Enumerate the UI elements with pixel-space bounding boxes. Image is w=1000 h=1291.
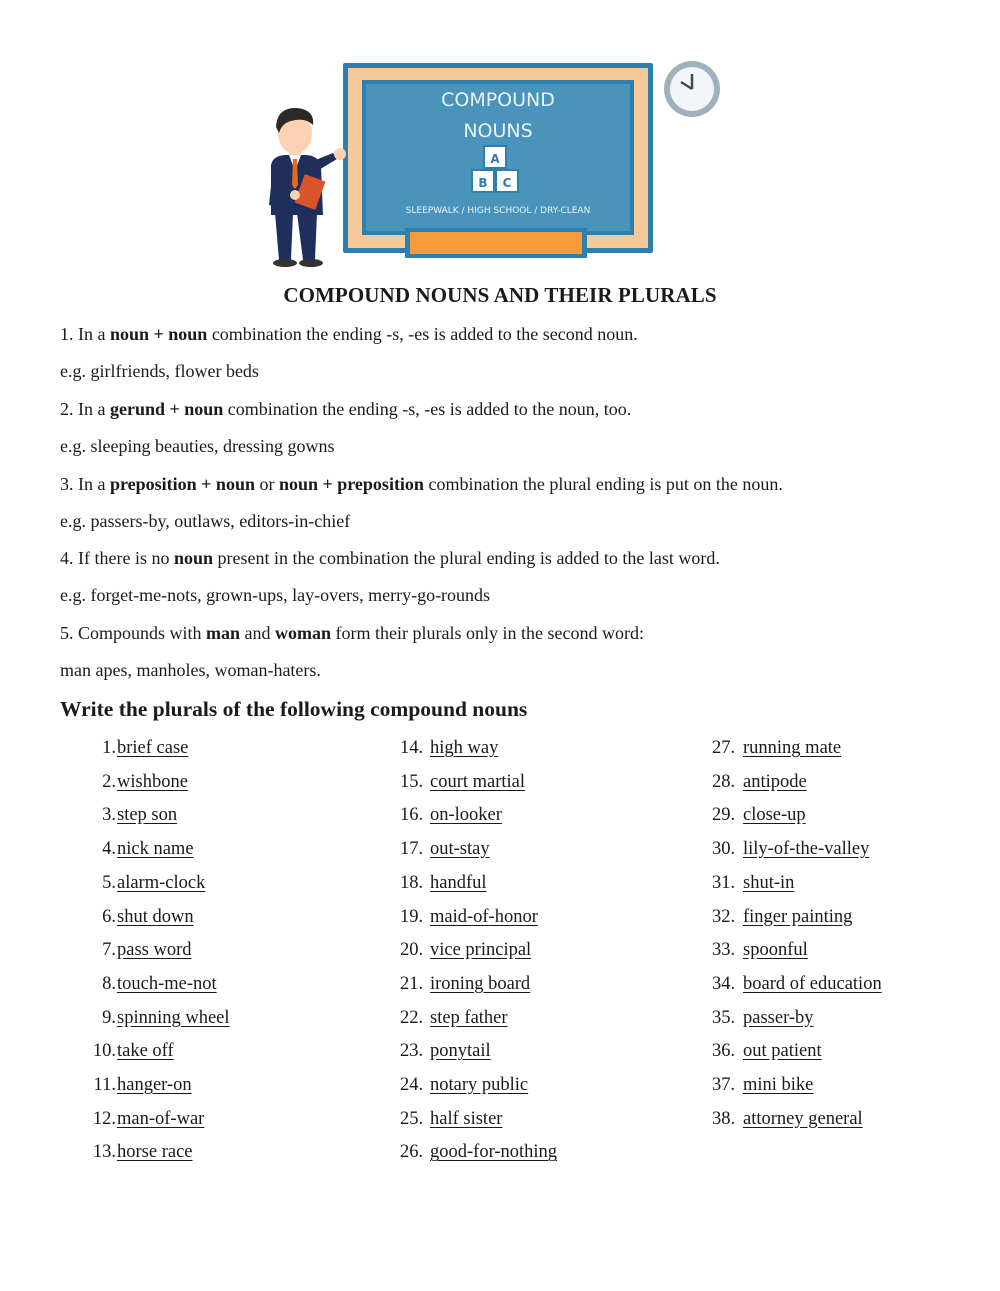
- list-item: [117, 974, 217, 995]
- block-letter-c: C: [502, 176, 512, 190]
- word-number: 37.: [712, 1075, 736, 1095]
- rule-1-number: 1.: [60, 324, 74, 344]
- compound-noun-word: finger painting: [743, 906, 853, 927]
- compound-noun-word: half sister: [430, 1108, 503, 1129]
- word-number: 20.: [400, 940, 424, 961]
- list-item: [430, 974, 530, 995]
- list-item: [117, 1142, 193, 1163]
- word-number: 36.: [712, 1041, 736, 1062]
- list-item: [117, 738, 188, 759]
- word-number: 35.: [712, 1007, 736, 1028]
- list-item: [743, 772, 807, 793]
- compound-noun-word: alarm-clock: [117, 872, 206, 893]
- rule-3-bold-a: preposition + noun: [109, 474, 255, 494]
- word-number: 38.: [712, 1108, 736, 1129]
- word-number: 6.: [102, 906, 116, 927]
- rule-3-text-c: combination the plural ending is put on the noun.: [423, 474, 783, 494]
- rule-4-example: e.g. forget-me-nots, grown-ups, lay-overs, merry-go-rounds: [60, 585, 491, 605]
- rule-5-number: 5.: [60, 623, 74, 643]
- compound-noun-word: maid-of-honor: [430, 906, 538, 927]
- list-item: [743, 805, 806, 826]
- list-item: [743, 974, 882, 995]
- word-number: 7.: [102, 940, 116, 961]
- block-letter-b: B: [478, 176, 488, 190]
- word-number: 21.: [400, 973, 424, 994]
- exercise-heading: Write the plurals of the following compound nouns: [60, 697, 528, 721]
- list-item: [743, 907, 852, 928]
- word-number: 27.: [712, 738, 736, 758]
- chalkboard: [343, 63, 653, 258]
- rule-4-text-b: present in the combination the plural ending is added to the last word.: [213, 548, 720, 568]
- list-item: [430, 805, 502, 826]
- list-item: [117, 1109, 204, 1130]
- rule-5-text-a: Compounds with: [73, 623, 207, 643]
- rule-2-number: 2.: [60, 399, 74, 419]
- compound-noun-word: close-up: [743, 805, 806, 826]
- word-number: 5.: [102, 872, 116, 893]
- compound-noun-word: pass word: [117, 940, 192, 961]
- compound-noun-word: on-looker: [430, 805, 502, 826]
- word-number: 17.: [400, 839, 424, 860]
- list-item: [743, 1008, 814, 1029]
- compound-noun-word: take off: [117, 1041, 174, 1062]
- word-number: 29.: [712, 805, 736, 826]
- rule-3-example: e.g. passers-by, outlaws, editors-in-chief: [60, 511, 351, 531]
- board-title-line1: COMPOUND: [441, 89, 555, 111]
- word-number: 14.: [400, 738, 424, 758]
- list-item: [430, 839, 490, 860]
- list-item: [430, 1142, 557, 1163]
- word-number: 30.: [712, 839, 736, 860]
- word-number: 31.: [712, 872, 736, 893]
- list-item: [743, 738, 841, 759]
- list-item: [117, 839, 194, 860]
- board-examples: SLEEPWALK / HIGH SCHOOL / DRY-CLEAN: [405, 206, 591, 216]
- list-item: [743, 1075, 813, 1096]
- list-item: [117, 1041, 174, 1062]
- compound-noun-word: attorney general: [743, 1108, 863, 1129]
- rule-5-bold-b: woman: [275, 623, 332, 643]
- clock-icon: [664, 61, 720, 117]
- word-number: 13.: [92, 1142, 116, 1163]
- word-number: 11.: [93, 1075, 116, 1095]
- list-item: [743, 873, 794, 894]
- compound-noun-word: step son: [117, 805, 178, 826]
- list-item: [430, 1109, 502, 1130]
- word-number: 18.: [400, 872, 424, 893]
- word-number: 8.: [102, 973, 116, 994]
- compound-noun-word: mini bike: [743, 1075, 814, 1095]
- rule-2-text-a: In a: [73, 399, 110, 419]
- rule-5-example: man apes, manholes, woman-haters.: [60, 660, 321, 680]
- rule-1-example: e.g. girlfriends, flower beds: [60, 361, 259, 381]
- word-number: 12.: [92, 1108, 116, 1129]
- rule-3-text-a: In a: [73, 474, 110, 494]
- list-item: [117, 907, 194, 928]
- compound-nouns-illustration: [255, 55, 735, 275]
- compound-noun-word: good-for-nothing: [430, 1142, 558, 1163]
- list-item: [117, 873, 205, 894]
- rule-5: [60, 623, 644, 644]
- compound-noun-word: brief case: [117, 738, 189, 758]
- word-number: 24.: [400, 1075, 424, 1095]
- rule-1-text-b: combination the ending -s, -es is added to the second noun.: [207, 324, 638, 344]
- word-number: 9.: [102, 1007, 116, 1028]
- list-item: [117, 772, 188, 793]
- compound-noun-word: horse race: [117, 1142, 193, 1163]
- word-number: 3.: [102, 805, 116, 826]
- compound-noun-word: out patient: [743, 1041, 822, 1062]
- rule-4-bold-a: noun: [173, 548, 214, 568]
- list-item: [430, 1041, 491, 1062]
- block-letter-a: A: [490, 152, 500, 166]
- word-number: 15.: [400, 771, 424, 792]
- teacher-figure-icon: [269, 108, 346, 267]
- rule-4-text-a: If there is no: [73, 548, 174, 568]
- compound-noun-word: notary public: [430, 1075, 529, 1095]
- page-title: COMPOUND NOUNS AND THEIR PLURALS: [283, 283, 717, 307]
- compound-noun-word: running mate: [743, 738, 842, 758]
- list-item: [743, 839, 869, 860]
- compound-noun-word: ponytail: [430, 1041, 491, 1062]
- word-number: 1.: [102, 738, 116, 758]
- board-title-line2: NOUNS: [463, 120, 533, 142]
- compound-noun-word: touch-me-not: [117, 973, 217, 994]
- compound-noun-word: high way: [430, 738, 499, 758]
- compound-noun-word: lily-of-the-valley: [743, 839, 870, 860]
- compound-noun-word: ironing board: [430, 973, 531, 994]
- compound-noun-word: step father: [430, 1007, 508, 1028]
- list-item: [743, 1041, 822, 1062]
- compound-noun-word: wishbone: [117, 771, 188, 792]
- word-number: 33.: [712, 940, 736, 961]
- rule-1-bold-a: noun + noun: [109, 324, 208, 344]
- word-number: 32.: [712, 906, 736, 927]
- rule-2-example: e.g. sleeping beauties, dressing gowns: [60, 436, 335, 456]
- list-item: [430, 940, 531, 961]
- compound-noun-word: vice principal: [430, 940, 532, 961]
- list-item: [430, 738, 498, 759]
- rule-2-text-b: combination the ending -s, -es is added to the noun, too.: [223, 399, 632, 419]
- compound-noun-word: spoonful: [743, 940, 808, 961]
- rule-3-bold-b: noun + preposition: [278, 474, 424, 494]
- word-number: 2.: [102, 771, 116, 792]
- compound-noun-word: board of education: [743, 973, 882, 994]
- compound-noun-word: shut-in: [743, 872, 795, 893]
- list-item: [117, 1075, 192, 1096]
- compound-noun-word: antipode: [743, 771, 807, 792]
- rule-4: [60, 548, 720, 569]
- compound-noun-word: shut down: [117, 906, 194, 927]
- compound-noun-word: handful: [430, 872, 487, 893]
- list-item: [430, 772, 525, 793]
- word-number: 28.: [712, 771, 736, 792]
- rule-4-number: 4.: [60, 548, 74, 568]
- compound-noun-word: man-of-war: [117, 1108, 205, 1129]
- list-item: [430, 1075, 528, 1096]
- word-number: 4.: [102, 839, 116, 860]
- word-number: 10.: [92, 1041, 116, 1062]
- compound-noun-word: spinning wheel: [117, 1007, 230, 1028]
- rule-1-text-a: In a: [73, 324, 110, 344]
- list-item: [743, 940, 808, 961]
- list-item: [117, 805, 177, 826]
- rule-3-text-b: or: [254, 474, 279, 494]
- rule-1: [60, 324, 638, 345]
- compound-noun-word: hanger-on: [117, 1075, 192, 1095]
- list-item: [743, 1109, 863, 1130]
- compound-noun-word: passer-by: [743, 1007, 814, 1028]
- compound-noun-word: court martial: [430, 771, 526, 792]
- list-item: [430, 907, 538, 928]
- compound-noun-word: nick name: [117, 839, 194, 860]
- rule-5-text-b: and: [240, 623, 276, 643]
- word-number: 19.: [400, 906, 424, 927]
- word-number: 26.: [400, 1142, 424, 1163]
- list-item: [117, 940, 192, 961]
- rule-3: [60, 474, 783, 495]
- rule-3-number: 3.: [60, 474, 74, 494]
- rule-2: [60, 399, 631, 420]
- word-number: 34.: [712, 973, 736, 994]
- word-number: 22.: [400, 1007, 424, 1028]
- compound-noun-word: out-stay: [430, 839, 490, 860]
- word-number: 23.: [400, 1041, 424, 1062]
- rule-5-bold-a: man: [206, 623, 241, 643]
- word-number: 16.: [400, 805, 424, 826]
- word-number: 25.: [400, 1108, 424, 1129]
- rule-5-text-c: form their plurals only in the second word:: [331, 623, 644, 643]
- list-item: [117, 1008, 230, 1029]
- list-item: [430, 1008, 508, 1029]
- list-item: [430, 873, 487, 894]
- rule-2-bold-a: gerund + noun: [109, 399, 224, 419]
